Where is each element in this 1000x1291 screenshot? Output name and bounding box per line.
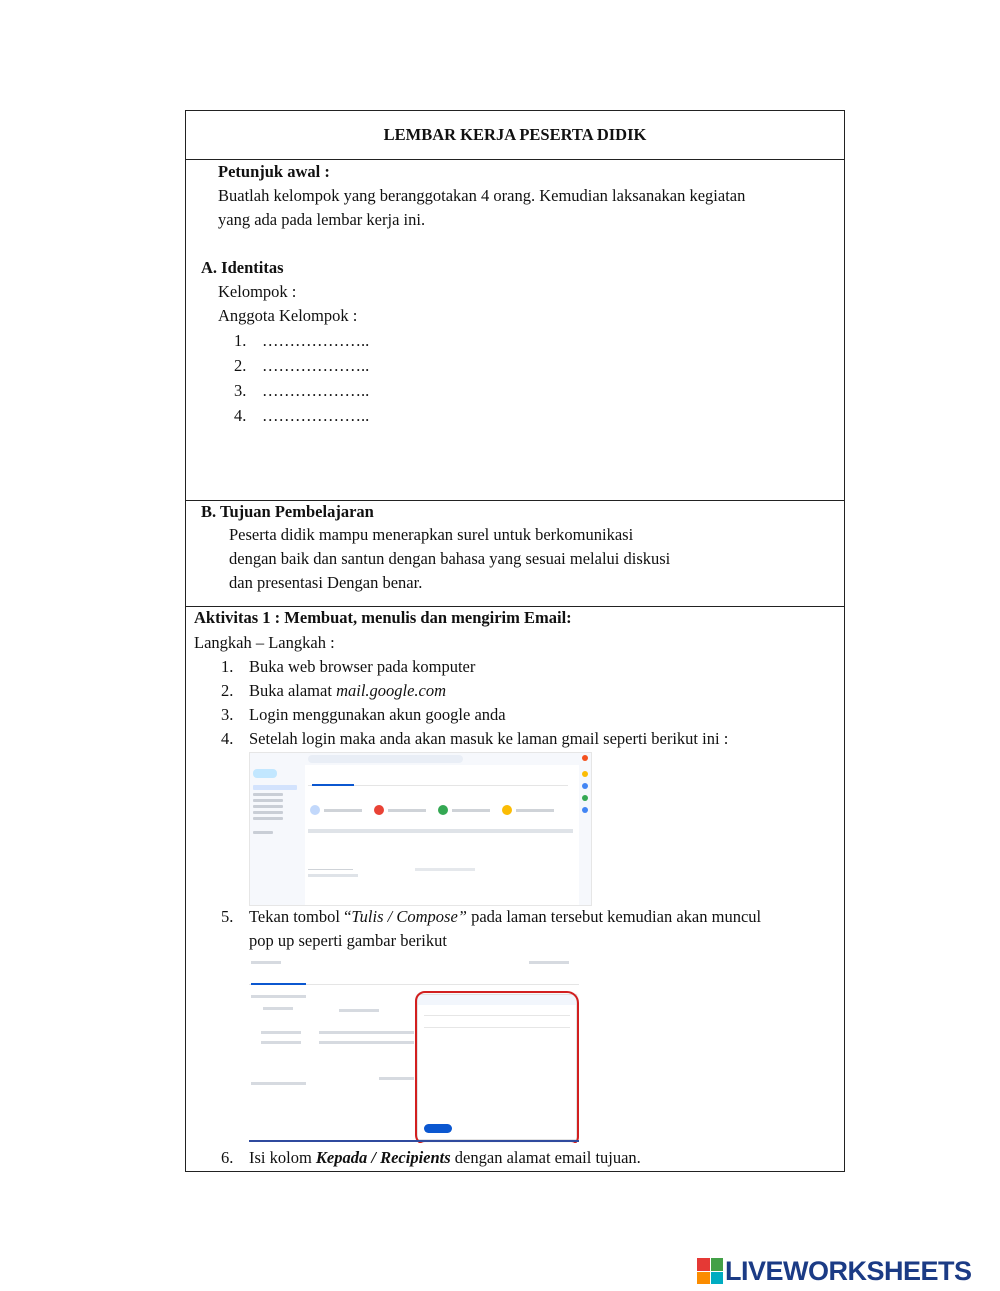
rail-dot: [582, 771, 588, 777]
card-icon: [438, 805, 448, 815]
member-blank: ………………..: [262, 381, 370, 400]
objective-line-2: dengan baik dan santun dengan bahasa yang sesuai melalui diskusi: [229, 549, 671, 568]
content-line: [379, 1077, 414, 1080]
group-label: Kelompok :: [218, 282, 297, 301]
intro-line-2: yang ada pada lembar kerja ini.: [218, 210, 426, 229]
intro-identity-section: [186, 160, 844, 501]
step-2-prefix: Buka alamat: [249, 681, 337, 700]
content-line: [319, 1031, 414, 1034]
rail-dot: [582, 783, 588, 789]
gmail-search-bar: [308, 755, 463, 763]
compose-button-image: [253, 769, 277, 778]
content-line: [261, 1031, 301, 1034]
logo-mark-icon: [697, 1258, 723, 1284]
gmail-tabs: [249, 970, 579, 985]
card-line: [388, 809, 426, 812]
step-6-text: [249, 1146, 641, 1170]
step-4-text: Setelah login maka anda akan masuk ke laman gmail seperti berikut ini :: [249, 729, 729, 748]
worksheet-title: LEMBAR KERJA PESERTA DIDIK: [186, 111, 844, 160]
worksheet-table: [185, 110, 845, 1172]
active-tab-line: [312, 784, 354, 786]
content-line: [319, 1041, 414, 1044]
step-6-prefix: Isi kolom: [249, 1148, 316, 1167]
intro-heading: Petunjuk awal :: [218, 162, 330, 181]
gmail-right-rail: [579, 753, 591, 905]
identity-heading: A. Identitas: [201, 258, 284, 277]
step-6-suffix: dengan alamat email tujuan.: [450, 1148, 641, 1167]
gmail-compose-screenshot: [249, 957, 579, 1143]
blue-underline: [249, 1140, 579, 1142]
setup-card: [436, 801, 498, 823]
footer-line: [308, 869, 353, 870]
sidebar-line: [253, 831, 273, 834]
intro-line-1: Buatlah kelompok yang beranggotakan 4 orang. Kemudian laksanakan kegiatan: [218, 186, 746, 205]
card-icon: [374, 805, 384, 815]
step-number: 1.: [221, 657, 234, 676]
card-icon: [310, 805, 320, 815]
content-line: [251, 1082, 306, 1085]
step-5-suffix: pada laman tersebut kemudian akan muncul: [466, 907, 762, 926]
setup-card: [500, 801, 562, 823]
card-line: [324, 809, 362, 812]
content-line: [251, 995, 306, 998]
gmail-sidebar: [250, 765, 305, 905]
objective-section: [186, 501, 844, 607]
step-2-text: [249, 679, 446, 703]
card-line: [452, 809, 490, 812]
member-number: 3.: [234, 381, 247, 400]
card-icon: [502, 805, 512, 815]
sidebar-line: [253, 793, 283, 796]
liveworksheets-logo: [697, 1256, 972, 1286]
sidebar-line: [253, 811, 283, 814]
gmail-tabs: [308, 775, 568, 786]
sidebar-line: [253, 799, 283, 802]
toolbar-line: [529, 961, 569, 964]
content-line: [261, 1041, 301, 1044]
sidebar-line: [253, 817, 283, 820]
step-5-line-2: pop up seperti gambar berikut: [249, 931, 447, 950]
content-line: [339, 1009, 379, 1012]
step-3-text: Login menggunakan akun google anda: [249, 705, 506, 724]
member-blank: ………………..: [262, 406, 370, 425]
email-row-image: [308, 829, 573, 833]
step-6-field-name: Kepada / Recipients: [315, 1148, 451, 1167]
steps-label: Langkah – Langkah :: [194, 633, 335, 652]
activity-heading: Aktivitas 1 : Membuat, menulis dan mengirim Email:: [194, 608, 572, 627]
member-number: 1.: [234, 331, 247, 350]
card-line: [516, 809, 554, 812]
rail-dot: [582, 795, 588, 801]
objective-line-1: Peserta didik mampu menerapkan surel untuk berkomunikasi: [229, 525, 634, 544]
gmail-top-bar: [250, 753, 591, 765]
avatar-dot: [582, 755, 588, 761]
toolbar-line: [251, 961, 281, 964]
activity-section: [186, 607, 844, 1171]
member-blank: ………………..: [262, 356, 370, 375]
step-number: 5.: [221, 907, 234, 926]
step-number: 3.: [221, 705, 234, 724]
objective-line-3: dan presentasi Dengan benar.: [229, 573, 423, 592]
setup-card: [308, 801, 370, 823]
step-5-text: [249, 905, 761, 929]
content-line: [263, 1007, 293, 1010]
footer-line: [415, 868, 475, 871]
member-blank: ………………..: [262, 331, 370, 350]
member-number: 4.: [234, 406, 247, 425]
gmail-inbox-screenshot: [249, 752, 592, 906]
step-number: 6.: [221, 1148, 234, 1167]
step-1-text: Buka web browser pada komputer: [249, 657, 476, 676]
sidebar-line: [253, 805, 283, 808]
setup-card: [372, 801, 434, 823]
inbox-item-image: [253, 785, 297, 790]
step-5-button-name: Tulis / Compose”: [351, 907, 467, 926]
step-number: 2.: [221, 681, 234, 700]
red-highlight-circle: [415, 991, 579, 1143]
active-tab-line: [251, 983, 306, 985]
logo-text: LIVEWORKSHEETS: [725, 1255, 972, 1286]
step-number: 4.: [221, 729, 234, 748]
step-5-prefix: Tekan tombol “: [249, 907, 352, 926]
member-number: 2.: [234, 356, 247, 375]
footer-line: [308, 874, 358, 877]
rail-dot: [582, 807, 588, 813]
members-label: Anggota Kelompok :: [218, 306, 358, 325]
step-2-url: mail.google.com: [336, 681, 447, 700]
objective-heading: B. Tujuan Pembelajaran: [201, 502, 374, 521]
